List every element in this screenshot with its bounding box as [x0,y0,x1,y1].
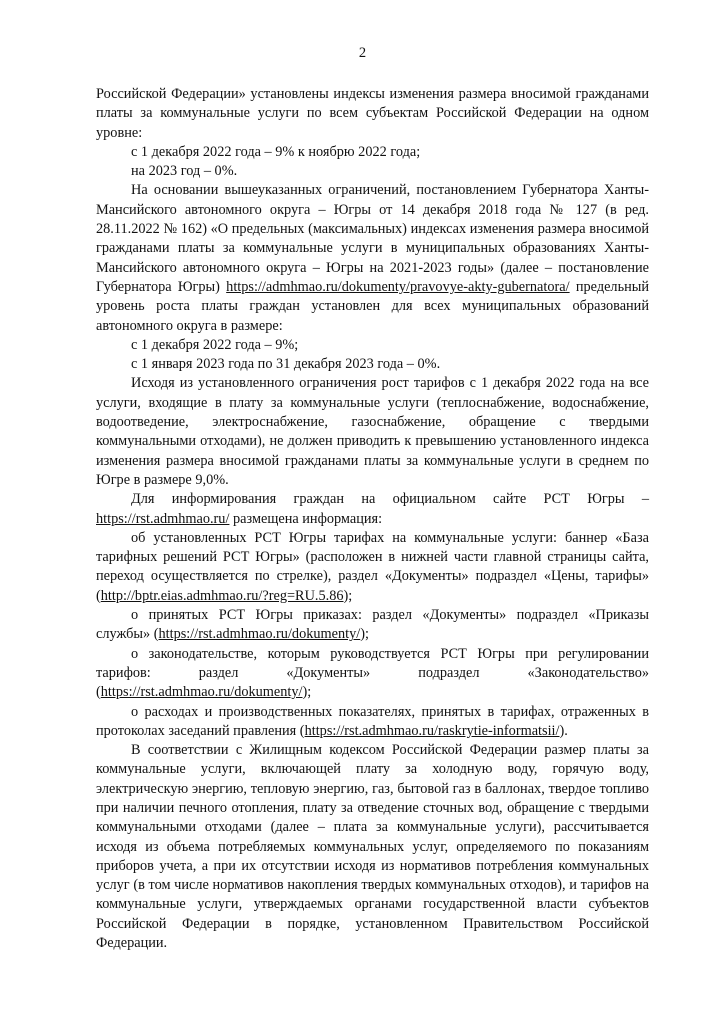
paragraph-expenses-protocols [96,703,649,742]
paragraph-text: ). [559,722,568,739]
orders-documents-link[interactable]: https://rst.admhmao.ru/dokumenty/ [158,626,361,643]
paragraph-text: Для информирования граждан на официальном сайте РСТ Югры – [131,491,649,508]
paragraph-text: ); [343,587,353,604]
paragraph-dec-2022-index: с 1 декабря 2022 года – 9% к ноябрю 2022 года; [131,143,421,160]
paragraph-2023-index: на 2023 год – 0%. [131,163,238,180]
paragraph-text: об установленных РСТ Югры тарифах на коммунальные услуги: баннер «База тарифных решений РСТ Югры» (расположен в нижней части главной страницы сайта, переход осуществляется по стрелке), раздел «Документы» подраздел «Цены, тарифы» ( [96,529,649,604]
paragraph-tariff-growth: Исходя из установленного ограничения рост тарифов с 1 декабря 2022 года на все услуги, входящие в плату за коммунальные услуги (теплоснабжение, водоснабжение, водоотведение, электроснабжение, газоснабжение, обращение с твердыми коммунальными отходами), не должен приводить к превышению установленного индекса изменения размера вносимой гражданами платы за коммунальные услуги в среднем по Югре в размере 9,0%. [96,375,649,488]
paragraph-text: ); [360,626,369,643]
paragraph-2023-limit: с 1 января 2023 года по 31 декабря 2023 года – 0%. [131,356,441,373]
tariff-database-link[interactable]: http://bptr.eias.admhmao.ru/?reg=RU.5.86 [100,587,344,604]
paragraph-tariff-database [96,529,649,606]
disclosure-link[interactable]: https://rst.admhmao.ru/raskrytie-informatsii/ [304,722,560,739]
governor-acts-link[interactable]: https://admhmao.ru/dokumenty/pravovye-akty-gubernatora/ [226,278,570,295]
paragraph-housing-code: В соответствии с Жилищным кодексом Российской Федерации размер платы за коммунальные услуги, включающей плату за холодную воду, горячую воду, электрическую энергию, тепловую энергию, газ, бытовой газ в баллонах, твердое топливо при наличии печного отопления, плату за отведение сточных вод, обращение с твердыми коммунальными отходами (далее – плата за коммунальные услуги), рассчитывается исходя из объема потребляемых коммунальных услуг, определяемого по показаниям приборов учета, а при их отсутствии исходя из нормативов потребления коммунальных услуг (в том числе нормативов накопления твердых коммунальных отходов), и тарифов на коммунальные услуги, утверждаемых органами государственной власти субъектов Российской Федерации в порядке, установленном Правительством Российской Федерации. [96,742,649,952]
paragraph-orders [96,606,649,645]
paragraph-text: ); [302,684,312,701]
rst-site-link[interactable]: https://rst.admhmao.ru/ [96,510,230,527]
paragraph-dec-2022-limit: с 1 декабря 2022 года – 9%; [131,336,299,353]
paragraph-text: о принятых РСТ Югры приказах: раздел «Документы» подраздел «Приказы службы» ( [96,607,649,643]
paragraph-rst-site-info [96,490,649,529]
paragraph-text: о расходах и производственных показателях, принятых в тарифах, отраженных в протоколах заседаний правления ( [96,703,649,739]
paragraph-governor-resolution [96,181,649,335]
legislation-documents-link[interactable]: https://rst.admhmao.ru/dokumenty/ [100,684,303,701]
paragraph-indices-intro: Российской Федерации» установлены индексы изменения размера вносимой гражданами платы за коммунальные услуги по всем субъектам Российской Федерации на одном уровне: [96,86,649,141]
page-number: 2 [358,45,367,61]
paragraph-text: На основании вышеуказанных ограничений, постановлением Губернатора Ханты-Мансийского автономного округа – Югры от 14 декабря 2018 года № 127 (в ред. 28.11.2022 № 162) «О предельных (максимальных) индексах изменения размера вносимой гражданами платы за коммунальные услуги в муниципальных образованиях Ханты-Мансийского автономного округа – Югры на 2021-2023 годы» (далее – постановление Губернатора Югры) [96,182,649,295]
document-body [96,85,649,953]
paragraph-text: о законодательстве, которым руководствуется РСТ Югры при регулировании тарифов: раздел «Документы» подраздел «Законодательство» ( [96,645,649,701]
paragraph-text: предельный уровень роста платы граждан установлен для всех муниципальных образований автономного округа в размере: [96,278,649,334]
paragraph-text: размещена информация: [229,510,383,527]
paragraph-legislation [96,645,649,703]
